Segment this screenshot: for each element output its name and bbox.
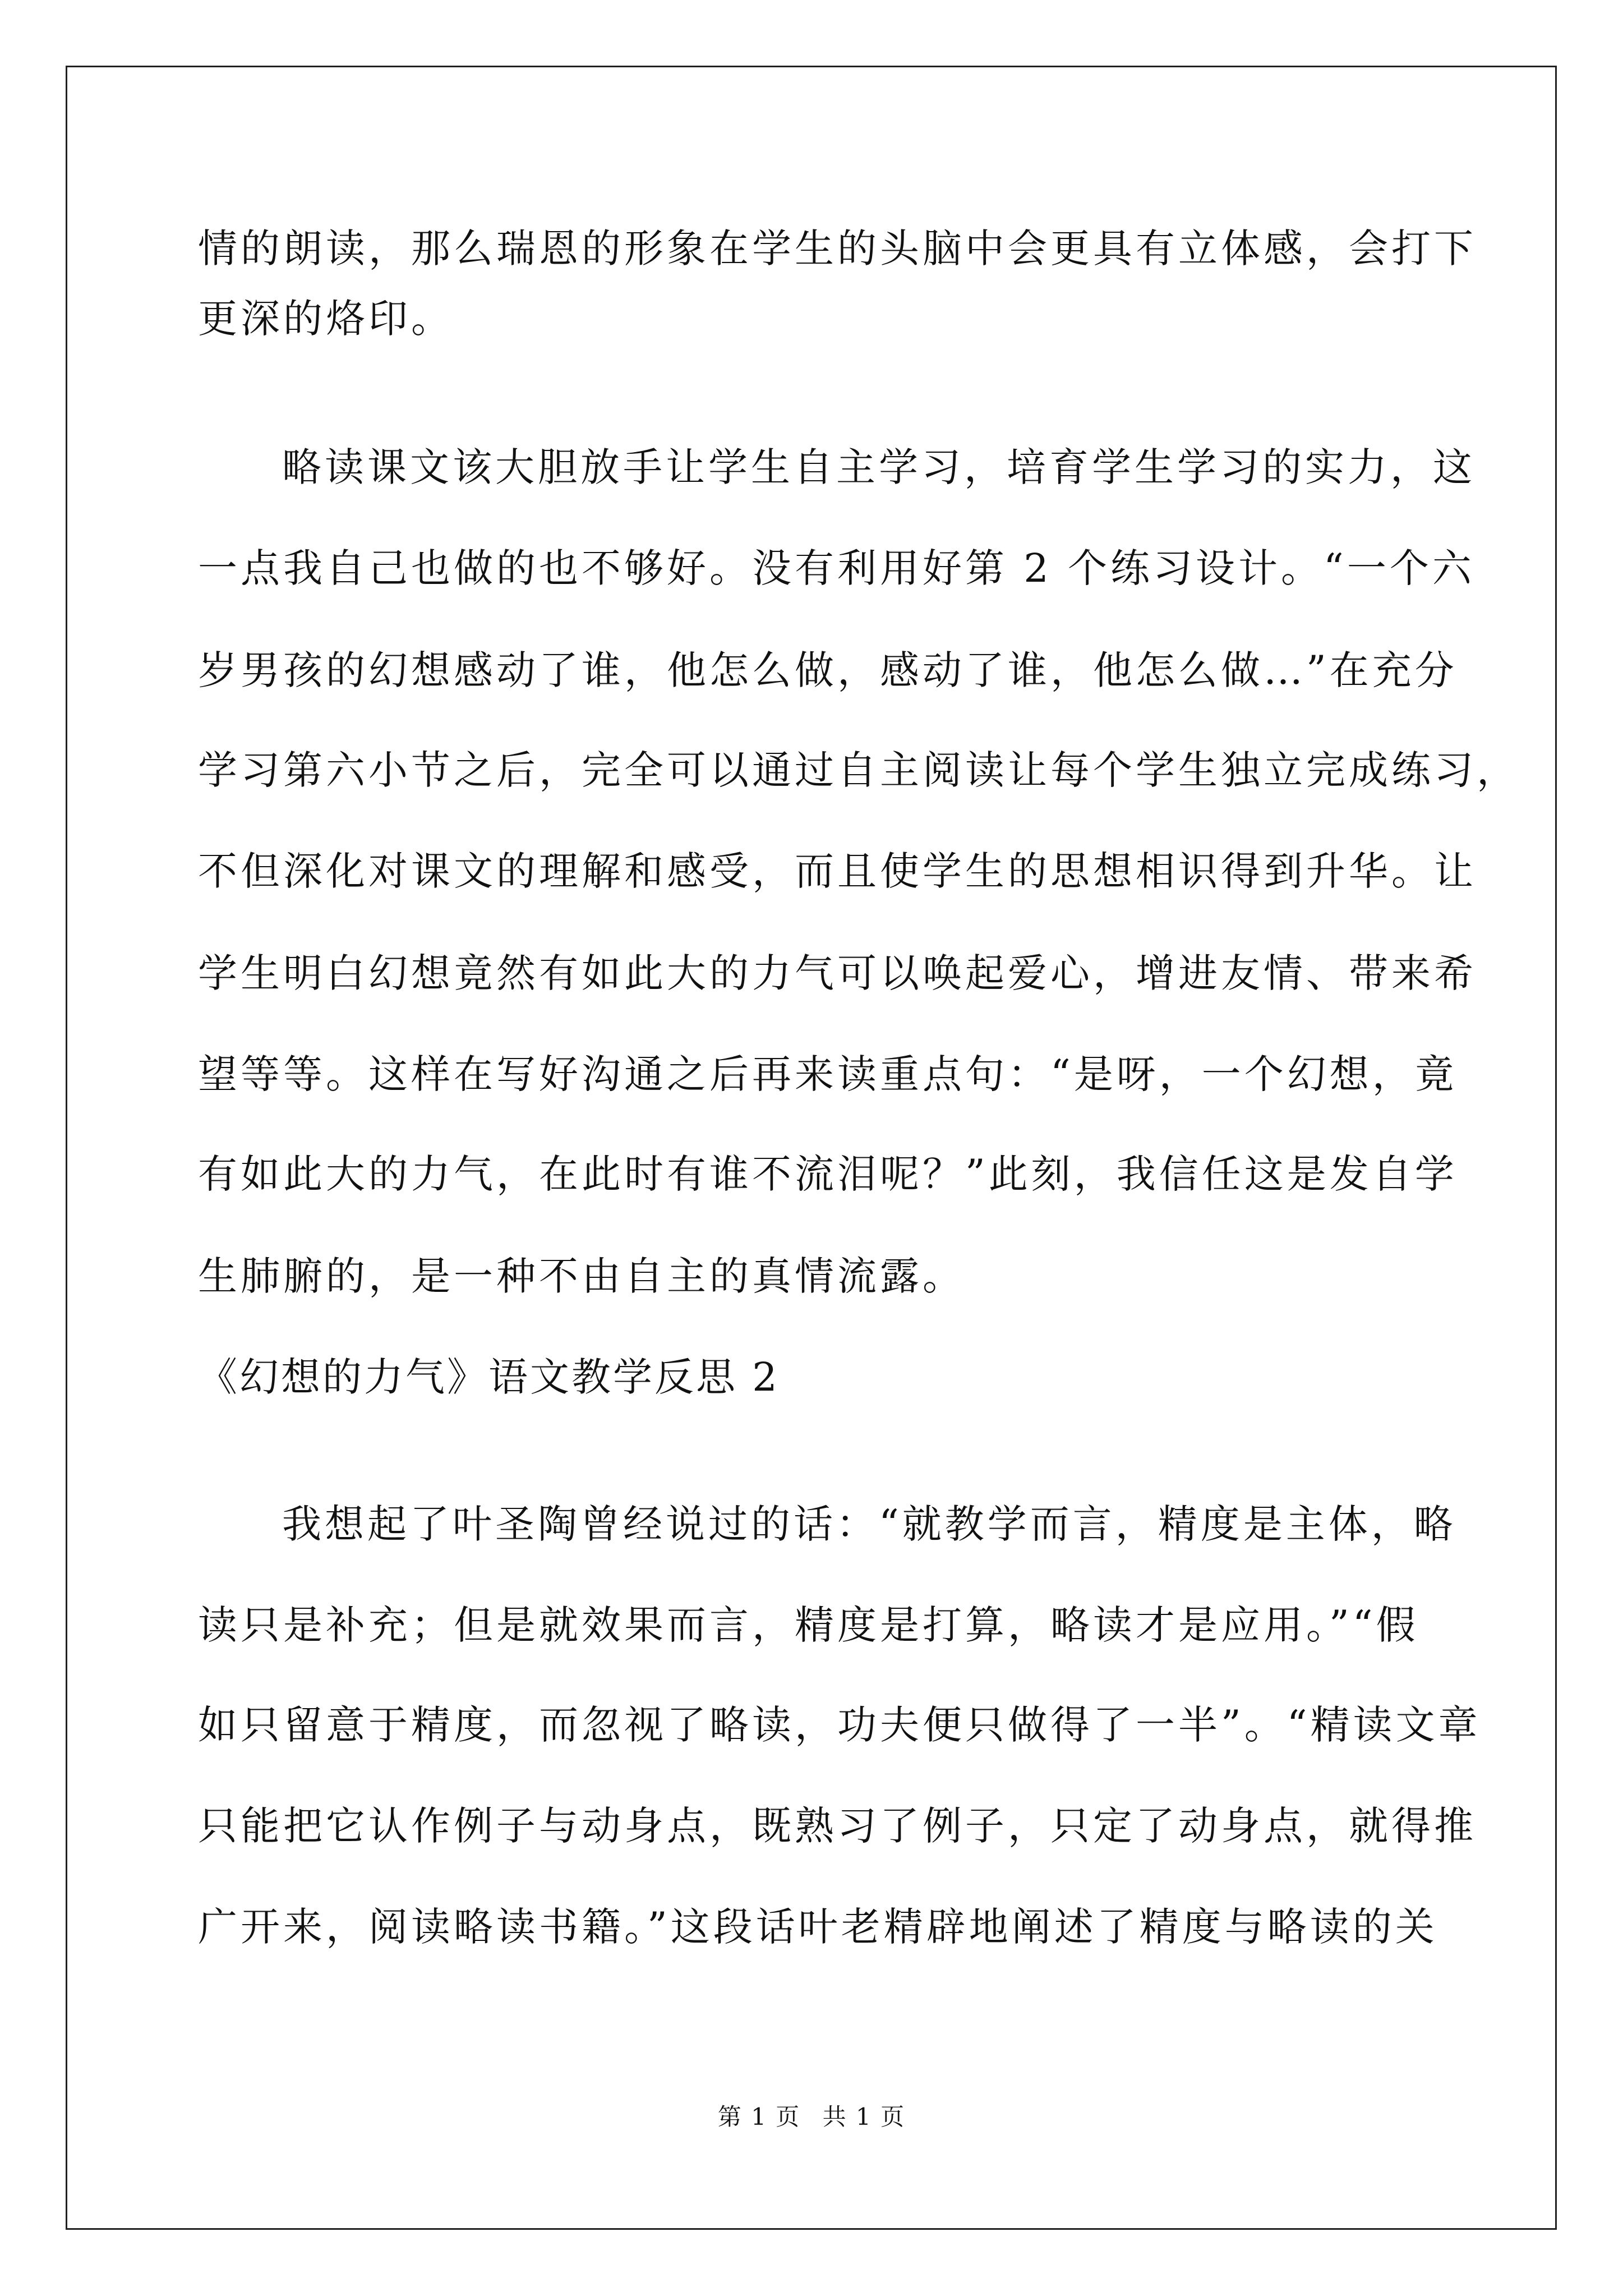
text-line: 读只是补充；但是就效果而言，精度是打算，略读才是应用。”“假: [198, 1602, 1419, 1648]
text-line: 有如此大的力气，在此时有谁不流泪呢？”此刻，我信任这是发自学: [198, 1151, 1458, 1197]
text-line: 学习第六小节之后，完全可以通过自主阅读让每个学生独立完成练习，: [198, 747, 1519, 793]
section-heading: 《幻想的力气》语文教学反思 2: [198, 1354, 780, 1400]
text-line: 广开来，阅读略读书籍。”这段话叶老精辟地阐述了精度与略读的关: [198, 1904, 1438, 1950]
text-line: 一点我自己也做的也不够好。没有利用好第 2 个练习设计。“一个六: [198, 545, 1475, 591]
text-line: 情的朗读，那么瑞恩的形象在学生的头脑中会更具有立体感，会打下: [198, 226, 1477, 272]
text-line: 望等等。这样在写好沟通之后再来读重点句：“是呀，一个幻想，竟: [198, 1051, 1458, 1097]
page-number: 第 1 页: [717, 2103, 801, 2131]
text-line: 岁男孩的幻想感动了谁，他怎么做，感动了谁，他怎么做…”在充分: [198, 647, 1458, 693]
text-line: 更深的烙印。: [198, 296, 454, 342]
paragraph-start-line: 略读课文该大胆放手让学生自主学习，培育学生学习的实力，这: [282, 444, 1476, 490]
paragraph-start-line: 我想起了叶圣陶曾经说过的话：“就教学而言，精度是主体，略: [282, 1501, 1456, 1547]
page-footer: [0, 2100, 1623, 2134]
text-line: 学生明白幻想竟然有如此大的力气可以唤起爱心，增进友情、带来希: [198, 950, 1477, 996]
text-line: 生肺腑的，是一种不由自主的真情流露。: [198, 1253, 965, 1299]
page-total: 共 1 页: [822, 2103, 906, 2131]
text-line: 不但深化对课文的理解和感受，而且使学生的思想相识得到升华。让: [198, 848, 1477, 894]
text-line: 只能把它认作例子与动身点，既熟习了例子，只定了动身点，就得推: [198, 1803, 1477, 1849]
text-line: 如只留意于精度，而忽视了略读，功夫便只做得了一半”。“精读文章: [198, 1702, 1481, 1748]
